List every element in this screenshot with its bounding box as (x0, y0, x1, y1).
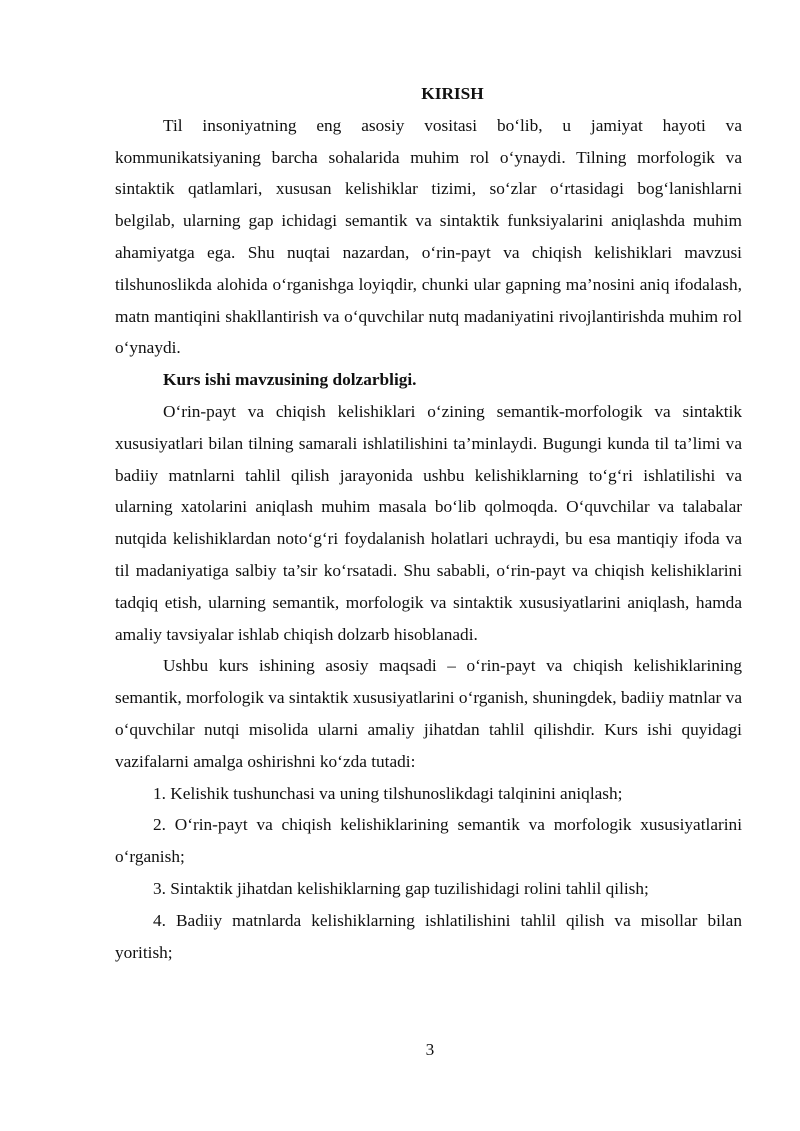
document-page (115, 78, 742, 968)
relevance-paragraph: O‘rin-payt va chiqish kelishiklari o‘zining semantik-morfologik va sintaktik xususiyatlari bilan tilning samarali ishlatilishini ta’minlaydi. Bugungi kunda til ta’limi va badiiy matnlarni tahlil qilish jarayonida ushbu kelishiklarning to‘g‘ri ishlatilishi va ularning xatolarini aniqlash muhim masala bo‘lib qolmoqda. O‘quvchilar va talabalar nutqida kelishiklardan noto‘g‘ri foydalanish holatlari uchraydi, bu esa mantiqiy ifoda va til madaniyatiga salbiy ta’sir ko‘rsatadi. Shu sababli, o‘rin-payt va chiqish kelishiklarini tadqiq etish, ularning semantik, morfologik va sintaktik xususiyatlarini aniqlash, hamda amaliy tavsiyalar ishlab chiqish dolzarb hisoblanadi. (115, 401, 742, 644)
task-number: 4. (153, 910, 166, 930)
task-text: O‘rin-payt va chiqish kelishiklarining semantik va morfologik xususiyatlarini o‘rganish; (115, 815, 742, 867)
task-text: Kelishik tushunchasi va uning tilshunoslikdagi talqinini aniqlash; (170, 783, 623, 803)
task-item (115, 905, 742, 969)
aim-paragraph: Ushbu kurs ishining asosiy maqsadi – o‘rin-payt va chiqish kelishiklarining semantik, morfologik va sintaktik xususiyatlarini o‘rganish, shuningdek, badiiy matnlar va o‘quvchilar nutqi misolida ularni amaliy jihatdan tahlil qilishdir. Kurs ishi quyidagi vazifalarni amalga oshirishni ko‘zda tutadi: (115, 656, 742, 771)
task-text: Badiiy matnlarda kelishiklarning ishlatilishini tahlil qilish va misollar bilan yoritish; (115, 910, 742, 962)
relevance-heading: Kurs ishi mavzusining dolzarbligi. (163, 370, 417, 390)
intro-paragraph: Til insoniyatning eng asosiy vositasi bo‘lib, u jamiyat hayoti va kommunikatsiyaning barcha sohalarida muhim rol o‘ynaydi. Tilning morfologik va sintaktik qatlamlari, xususan kelishiklar tizimi, so‘zlar o‘rtasidagi bog‘lanishlarni belgilab, ularning gap ichidagi semantik va sintaktik funksiyalarini aniqlashda muhim ahamiyatga ega. Shu nuqtai nazardan, o‘rin-payt va chiqish kelishiklari mavzusi tilshunoslikda alohida o‘rganishga loyiqdir, chunki ular gapning ma’nosini aniq ifodalash, matn mantiqini shakllantirish va o‘quvchilar nutq madaniyatini rivojlantirishda muhim rol o‘ynaydi. (115, 115, 742, 358)
task-number: 1. (153, 783, 166, 803)
task-item (115, 809, 742, 873)
task-item (115, 873, 742, 905)
task-list (115, 778, 742, 969)
task-text: Sintaktik jihatdan kelishiklarning gap tuzilishidagi rolini tahlil qilish; (170, 878, 649, 898)
page-number: 3 (425, 1040, 435, 1059)
task-number: 2. (153, 815, 166, 835)
task-number: 3. (153, 878, 166, 898)
task-item (115, 778, 742, 810)
section-heading: KIRISH (421, 84, 484, 103)
